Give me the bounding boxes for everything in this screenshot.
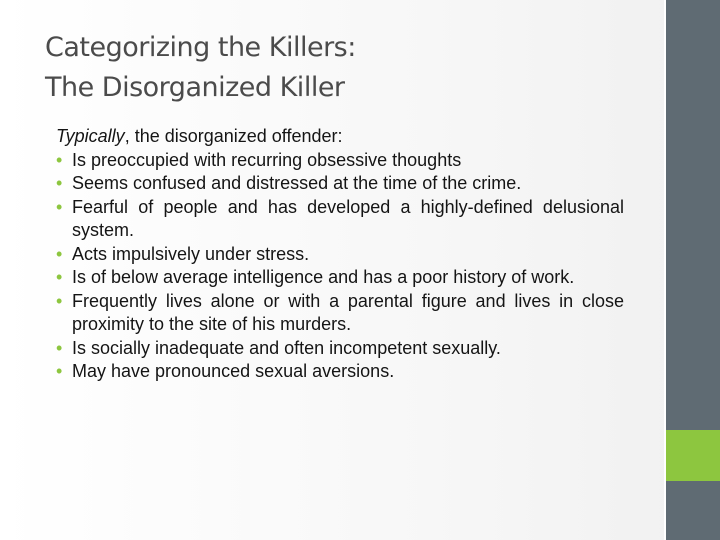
list-item-text: Acts impulsively under stress. (72, 243, 310, 264)
list-item-text: May have pronounced sexual aversions. (72, 361, 395, 381)
title-line-1: Categorizing the Killers: (45, 32, 356, 63)
list-item (56, 360, 624, 384)
intro-emphasis: Typically (56, 126, 125, 146)
list-item-text: Seems confused and distressed at the time of the crime. (72, 173, 522, 193)
bullet-icon: • (56, 337, 63, 358)
intro-text: , the disorganized offender: (124, 126, 343, 146)
bullet-icon: • (56, 196, 63, 217)
slide-body (56, 125, 624, 384)
list-item (56, 290, 624, 337)
list-item-text: Is of below average intelligence and has a poor history of work. (72, 267, 575, 287)
list-item-text: Fearful of people and has developed a highly-defined delusional system. (72, 196, 624, 240)
list-item (56, 149, 624, 173)
bullet-icon: • (56, 361, 63, 381)
list-item-text: Frequently lives alone or with a parental figure and lives in close proximity to the site of his murders. (72, 290, 624, 334)
list-item (56, 337, 624, 361)
bullet-icon: • (56, 243, 63, 264)
list-item (56, 243, 624, 267)
list-item (56, 172, 624, 196)
intro-line (56, 125, 624, 149)
list-item (56, 266, 624, 290)
bullet-icon: • (56, 149, 63, 170)
bullet-icon: • (56, 267, 63, 287)
list-item (56, 196, 624, 243)
bullet-list (56, 149, 624, 384)
list-item-text: Is preoccupied with recurring obsessive thoughts (72, 149, 462, 170)
bullet-icon: • (56, 173, 63, 193)
list-item-text: Is socially inadequate and often incompetent sexually. (72, 337, 501, 358)
bullet-icon: • (56, 290, 63, 311)
slide-title (45, 28, 645, 108)
title-line-2: The Disorganized Killer (45, 72, 345, 103)
green-accent-block (666, 430, 720, 481)
